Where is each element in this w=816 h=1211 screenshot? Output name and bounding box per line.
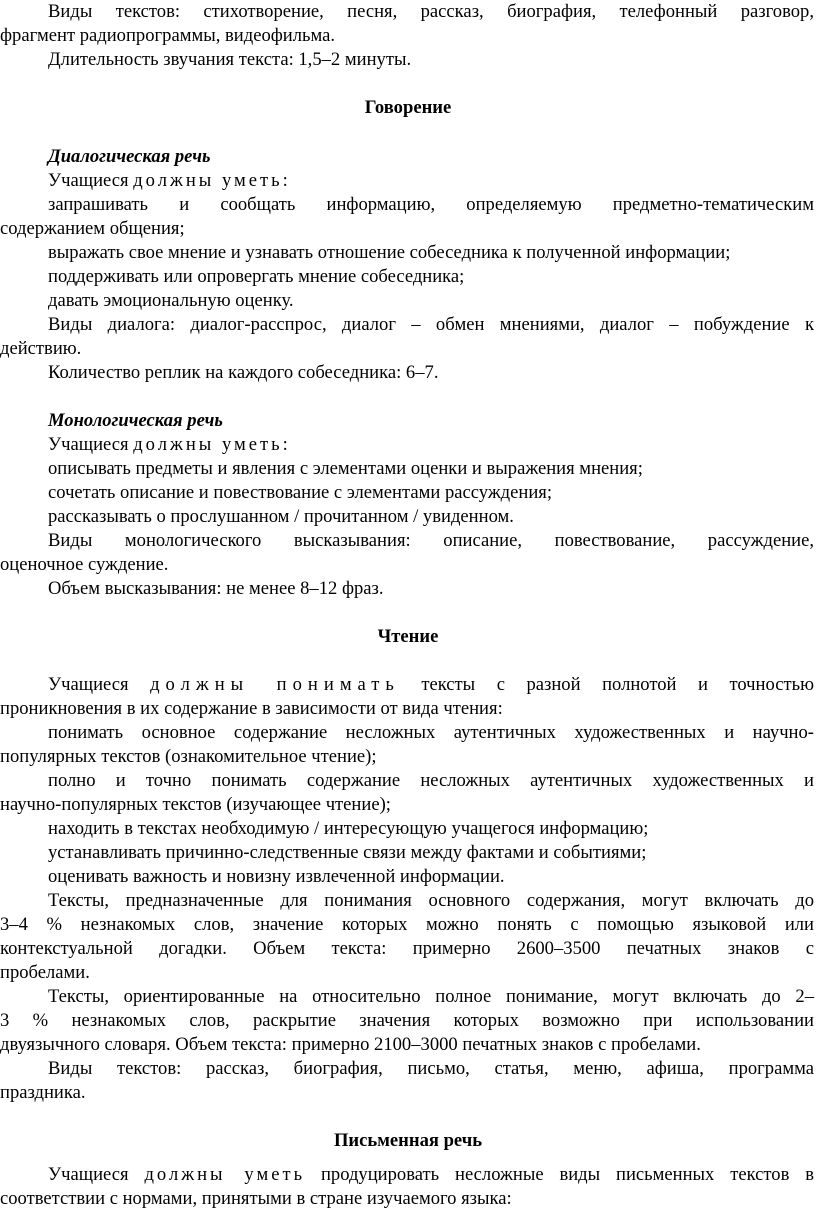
reading-item-4: устанавливать причинно-следственные связи между фактами и событиями; [48, 842, 647, 863]
must-spaced-text: должны уметь [144, 1164, 306, 1185]
monolog-students-line [48, 433, 814, 457]
reading-p1-line-3: контекстуальной догадки. Объем текста: примерно 2600–3500 печатных знаков с [0, 938, 814, 959]
reading-item-5: оценивать важность и новизну извлеченной информации. [48, 866, 505, 887]
reading-item-2-line-2: научно-популярных текстов (изучающее чтение); [0, 794, 391, 815]
speaking-heading: Говорение [364, 97, 452, 118]
writing-intro-line-2: соответствии с нормами, принятыми в стране изучаемого языка: [0, 1188, 512, 1209]
text-types-line-2: фрагмент радиопрограммы, видеофильма. [0, 25, 336, 46]
monolog-title: Монологическая речь [48, 410, 223, 431]
reading-item-3: находить в текстах необходимую / интересующую учащегося информацию; [48, 818, 649, 839]
monolog-item-2: сочетать описание и повествование с элементами рассуждения; [48, 482, 552, 503]
students-prefix: Учащиеся [48, 170, 129, 191]
dialog-item-2: выражать свое мнение и узнавать отношение собеседника к полученной информации; [48, 242, 731, 263]
reading-p2-line-1: Тексты, ориентированные на относительно полное понимание, могут включать до 2– [48, 986, 814, 1007]
students-prefix: Учащиеся [48, 434, 129, 455]
reading-types-line-2: праздника. [0, 1082, 86, 1103]
dialog-item-4: давать эмоциональную оценку. [48, 290, 294, 311]
reading-p1-line-4: пробелами. [0, 962, 90, 983]
students-prefix: Учащиеся [48, 674, 129, 695]
writing-intro-line-1 [48, 1163, 814, 1187]
reading-types-line-1: Виды текстов: рассказ, биография, письмо, статья, меню, афиша, программа [48, 1058, 814, 1079]
reading-intro-line-2: проникновения в их содержание в зависимости от вида чтения: [0, 698, 503, 719]
dialog-types-line-2: действию. [0, 338, 82, 359]
students-prefix: Учащиеся [48, 1164, 129, 1185]
duration-line: Длительность звучания текста: 1,5–2 минуты. [48, 49, 412, 70]
monolog-types-line-1: Виды монологического высказывания: описание, повествование, рассуждение, [48, 530, 814, 551]
must-spaced-text: должны уметь: [133, 170, 291, 191]
reading-p1-line-2: 3–4 % незнакомых слов, значение которых можно понять с помощью языковой или [0, 914, 814, 935]
monolog-types-line-2: оценочное суждение. [0, 554, 169, 575]
monolog-item-1: описывать предметы и явления с элементами оценки и выражения мнения; [48, 458, 643, 479]
dialog-count: Количество реплик на каждого собеседника: 6–7. [48, 362, 439, 383]
reading-item-1-line-1: понимать основное содержание несложных аутентичных художественных и научно- [48, 722, 814, 743]
dialog-types-line-1: Виды диалога: диалог-расспрос, диалог – обмен мнениями, диалог – побуждение к [48, 314, 814, 335]
reading-p2-line-2: 3 % незнакомых слов, раскрытие значения которых возможно при использовании [0, 1010, 814, 1031]
reading-heading: Чтение [377, 626, 439, 647]
reading-p2-line-3: двуязычного словаря. Объем текста: примерно 2100–3000 печатных знаков с пробелами. [0, 1034, 701, 1055]
dialog-item-3: поддерживать или опровергать мнение собеседника; [48, 266, 465, 287]
monolog-volume: Объем высказывания: не менее 8–12 фраз. [48, 578, 384, 599]
writing-heading: Письменная речь [333, 1130, 483, 1151]
dialog-title: Диалогическая речь [48, 146, 211, 167]
must-understand-spaced-text: должны понимать [150, 674, 400, 695]
reading-intro-line-1 [48, 673, 814, 697]
text-types-line-1: Виды текстов: стихотворение, песня, рассказ, биография, телефонный разговор, [48, 1, 814, 22]
must-spaced-text: должны уметь: [133, 434, 291, 455]
dialog-item-1-line-2: содержанием общения; [0, 218, 185, 239]
monolog-item-3: рассказывать о прослушанном / прочитанном / увиденном. [48, 506, 514, 527]
reading-item-2-line-1: полно и точно понимать содержание несложных аутентичных художественных и [48, 770, 814, 791]
reading-intro-rest: тексты с разной полнотой и точностью [421, 674, 814, 695]
reading-item-1-line-2: популярных текстов (ознакомительное чтение); [0, 746, 377, 767]
dialog-students-line [48, 169, 814, 193]
reading-p1-line-1: Тексты, предназначенные для понимания основного содержания, могут включать до [48, 890, 814, 911]
writing-intro-rest: продуцировать несложные виды письменных текстов в [320, 1164, 815, 1185]
dialog-item-1-line-1: запрашивать и сообщать информацию, определяемую предметно-тематическим [48, 194, 814, 215]
